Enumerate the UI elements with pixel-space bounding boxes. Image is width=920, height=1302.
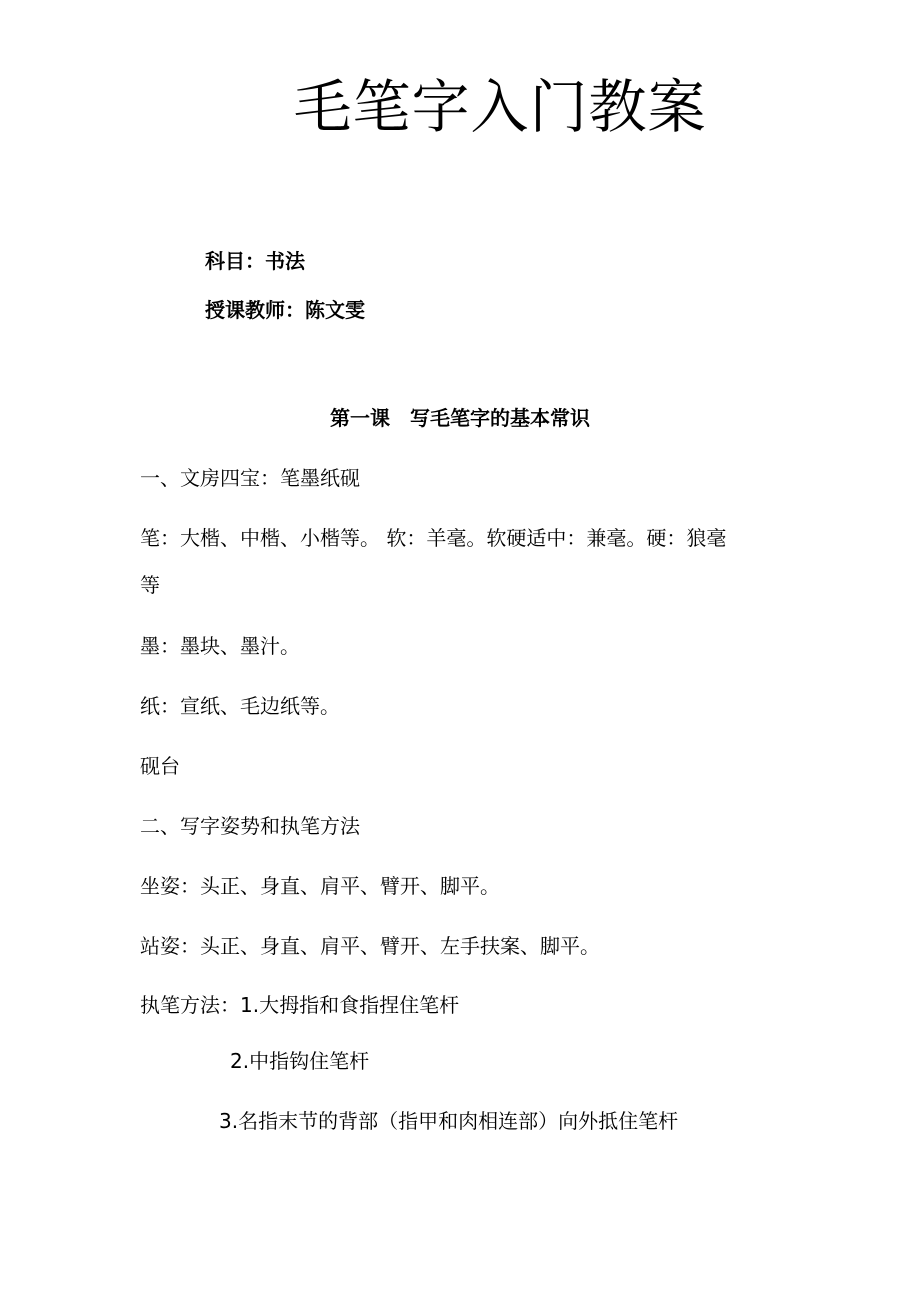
inkstone-line: 砚台 [140,754,180,778]
grip-step-number: 2. [230,1049,250,1073]
standing-posture-line: 站姿：头正、身直、肩平、臂开、左手扶案、脚平。 [140,934,600,958]
grip-method-label: 执笔方法： [140,993,240,1017]
sitting-posture-line: 坐姿：头正、身直、肩平、臂开、脚平。 [140,874,500,898]
brush-line-2: 等 [140,573,160,597]
grip-step-text: 中指钩住笔杆 [249,1049,370,1073]
grip-step-number: 3. [219,1109,239,1133]
document-title: 毛笔字入门教案 [293,73,707,141]
section1-heading: 一、文房四宝：笔墨纸砚 [140,466,360,490]
brush-line-1: 笔：大楷、中楷、小楷等。 软：羊毫。软硬适中：兼毫。硬：狼毫 [140,526,727,550]
section2-heading: 二、写字姿势和执笔方法 [140,814,360,838]
grip-method-step-2 [230,1048,369,1074]
paper-line: 纸：宣纸、毛边纸等。 [140,694,340,718]
subject-line: 科目：书法 [205,249,305,273]
grip-step-number: 1. [240,993,260,1017]
ink-line: 墨：墨块、墨汁。 [140,634,300,658]
lesson-title: 第一课 写毛笔字的基本常识 [330,406,590,430]
grip-step-text: 名指末节的背部（指甲和肉相连部）向外抵住笔杆 [238,1109,679,1133]
grip-method-step-1 [140,992,459,1018]
grip-step-text: 大拇指和食指捏住笔杆 [259,993,460,1017]
grip-method-step-3 [219,1108,678,1134]
teacher-line: 授课教师：陈文雯 [205,298,365,322]
